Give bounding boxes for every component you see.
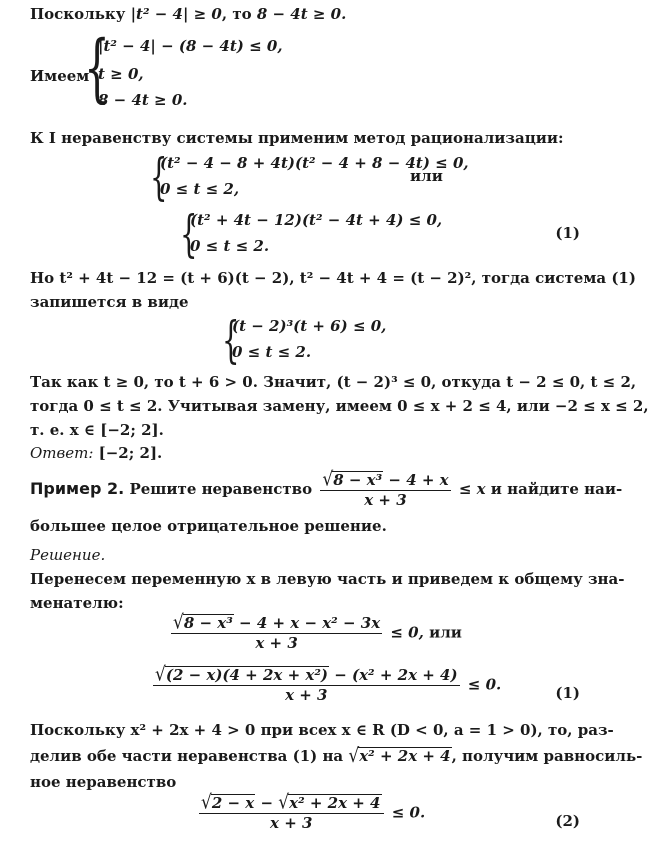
example-text1: Решите неравенство xyxy=(129,480,313,498)
eq3-den: x + 3 xyxy=(270,814,313,832)
system2-row1: (t² − 4 − 8 + 4t)(t² − 4 + 8 − 4t) ≤ 0, xyxy=(160,154,469,172)
solution-line2: менателю: xyxy=(30,594,124,612)
division-line2: делив обе части неравенства (1) на √x² + 2x + 4, получим равносиль- xyxy=(30,744,643,768)
example-line xyxy=(30,467,622,511)
factor-line1: Но t² + 4t − 12 = (t + 6)(t − 2), t² − 4t + 4 = (t − 2)², тогда система (1) xyxy=(30,269,636,287)
division-line1: Поскольку x² + 2x + 4 > 0 при всех x ∈ R (D < 0, a = 1 > 0), то, раз- xyxy=(30,721,614,739)
eq1 xyxy=(168,611,462,653)
conclusion-line1: Так как t ≥ 0, то t + 6 > 0. Значит, (t − 2)³ ≤ 0, откуда t − 2 ≤ 0, t ≤ 2, xyxy=(30,373,637,391)
intro-line xyxy=(30,4,346,24)
intro-abs: |t² − 4| ≥ 0 xyxy=(130,5,222,23)
example-num-radicand: 8 − x³ xyxy=(333,470,383,489)
eq1-fraction: $\frac{\text{√8 − x³ − 4 + x − x² − 3x}}{x + 3}$ xyxy=(173,611,381,652)
conclusion-line2: тогда 0 ≤ t ≤ 2. Учитывая замену, имеем 0 ≤ x + 2 ≤ 4, или −2 ≤ x ≤ 2, xyxy=(30,397,649,415)
factor-line2: запишется в виде xyxy=(30,293,189,311)
system4-row1: (t − 2)³(t + 6) ≤ 0, xyxy=(232,317,387,335)
system3-tag: (1) xyxy=(555,224,580,242)
system1-label: Имеем xyxy=(30,67,90,85)
conclusion-line3: т. е. x ∈ [−2; 2]. xyxy=(30,421,164,439)
system3-row1: (t² + 4t − 12)(t² − 4t + 4) ≤ 0, xyxy=(190,211,443,229)
system2-row2: 0 ≤ t ≤ 2, xyxy=(160,180,240,198)
eq3 xyxy=(196,791,426,833)
division-line3: ное неравенство xyxy=(30,773,177,791)
system4-row2: 0 ≤ t ≤ 2. xyxy=(232,343,312,361)
answer-label: Ответ: xyxy=(30,444,94,462)
system3-brace: { xyxy=(180,205,198,263)
eq3-fraction: $\frac{\text{√2 − x − √x² + 2x + 4}}{x + 3}$ xyxy=(199,794,384,833)
eq1-num-rest: − 4 + x − x² − 3x xyxy=(239,614,381,632)
eq3-rel: ≤ 0. xyxy=(391,803,426,822)
intro-mid: , то xyxy=(221,5,257,23)
example-den: x + 3 xyxy=(364,490,407,509)
system2-brace: { xyxy=(150,148,168,206)
example-num-rest: − 4 + x xyxy=(388,470,449,489)
system3-row2: 0 ≤ t ≤ 2. xyxy=(190,237,270,255)
eq3-radicand1: 2 − x xyxy=(211,794,255,812)
example-title: Пример 2. xyxy=(30,479,125,498)
eq2-num-rest: − (x² + 2x + 4) xyxy=(334,666,458,684)
system2-or: или xyxy=(410,167,443,185)
eq2 xyxy=(150,663,502,705)
eq1-den: x + 3 xyxy=(255,634,298,652)
solution-line1: Перенесем переменную x в левую часть и приведем к общему зна- xyxy=(30,570,625,588)
answer-value: [−2; 2]. xyxy=(98,444,163,462)
example-text2: и найдите наи- xyxy=(490,480,623,498)
eq2-fraction: $\frac{\text{√(2 − x)(4 + 2x + x²) − (x² + 2x + 4)}}{x + 3}$ xyxy=(155,663,458,704)
division-line2-a: делив обе части неравенства (1) на xyxy=(30,747,344,765)
system1-row1: |t² − 4| − (8 − 4t) ≤ 0, xyxy=(98,37,283,55)
eq1-num-radicand: 8 − x³ xyxy=(183,614,233,632)
eq2-den: x + 3 xyxy=(285,686,328,704)
eq2-rel: ≤ 0. xyxy=(467,675,502,694)
rationalization-text: К I неравенству системы применим метод рационализации: xyxy=(30,129,564,147)
intro-ineq: 8 − 4t ≥ 0. xyxy=(256,5,347,23)
answer-line xyxy=(30,443,162,463)
example-line2: большее целое отрицательное решение. xyxy=(30,517,387,535)
eq3-radicand2: x² + 2x + 4 xyxy=(289,794,381,812)
eq1-rel: ≤ 0, xyxy=(390,623,424,642)
eq3-tag: (2) xyxy=(555,812,580,830)
solution-label: Решение. xyxy=(30,546,106,564)
system4-brace: { xyxy=(222,311,240,369)
example-rel: ≤ x xyxy=(458,480,486,498)
system1-row3: 8 − 4t ≥ 0. xyxy=(98,91,188,109)
eq2-tag: (1) xyxy=(555,684,580,702)
division-line2-b: , получим равносиль- xyxy=(451,747,643,765)
eq2-num-radicand: (2 − x)(4 + 2x + x²) xyxy=(165,666,328,684)
system1-row2: t ≥ 0, xyxy=(98,65,144,83)
system1-brace: { xyxy=(84,25,110,111)
eq3-minus: − xyxy=(260,794,274,812)
eq1-or: или xyxy=(429,623,462,642)
example-fraction: $\frac{\text{√8 − x³ − 4 + x}}{x + 3}$ xyxy=(322,467,449,509)
intro-start: Поскольку xyxy=(30,5,131,23)
division-radicand: x² + 2x + 4 xyxy=(359,747,451,765)
